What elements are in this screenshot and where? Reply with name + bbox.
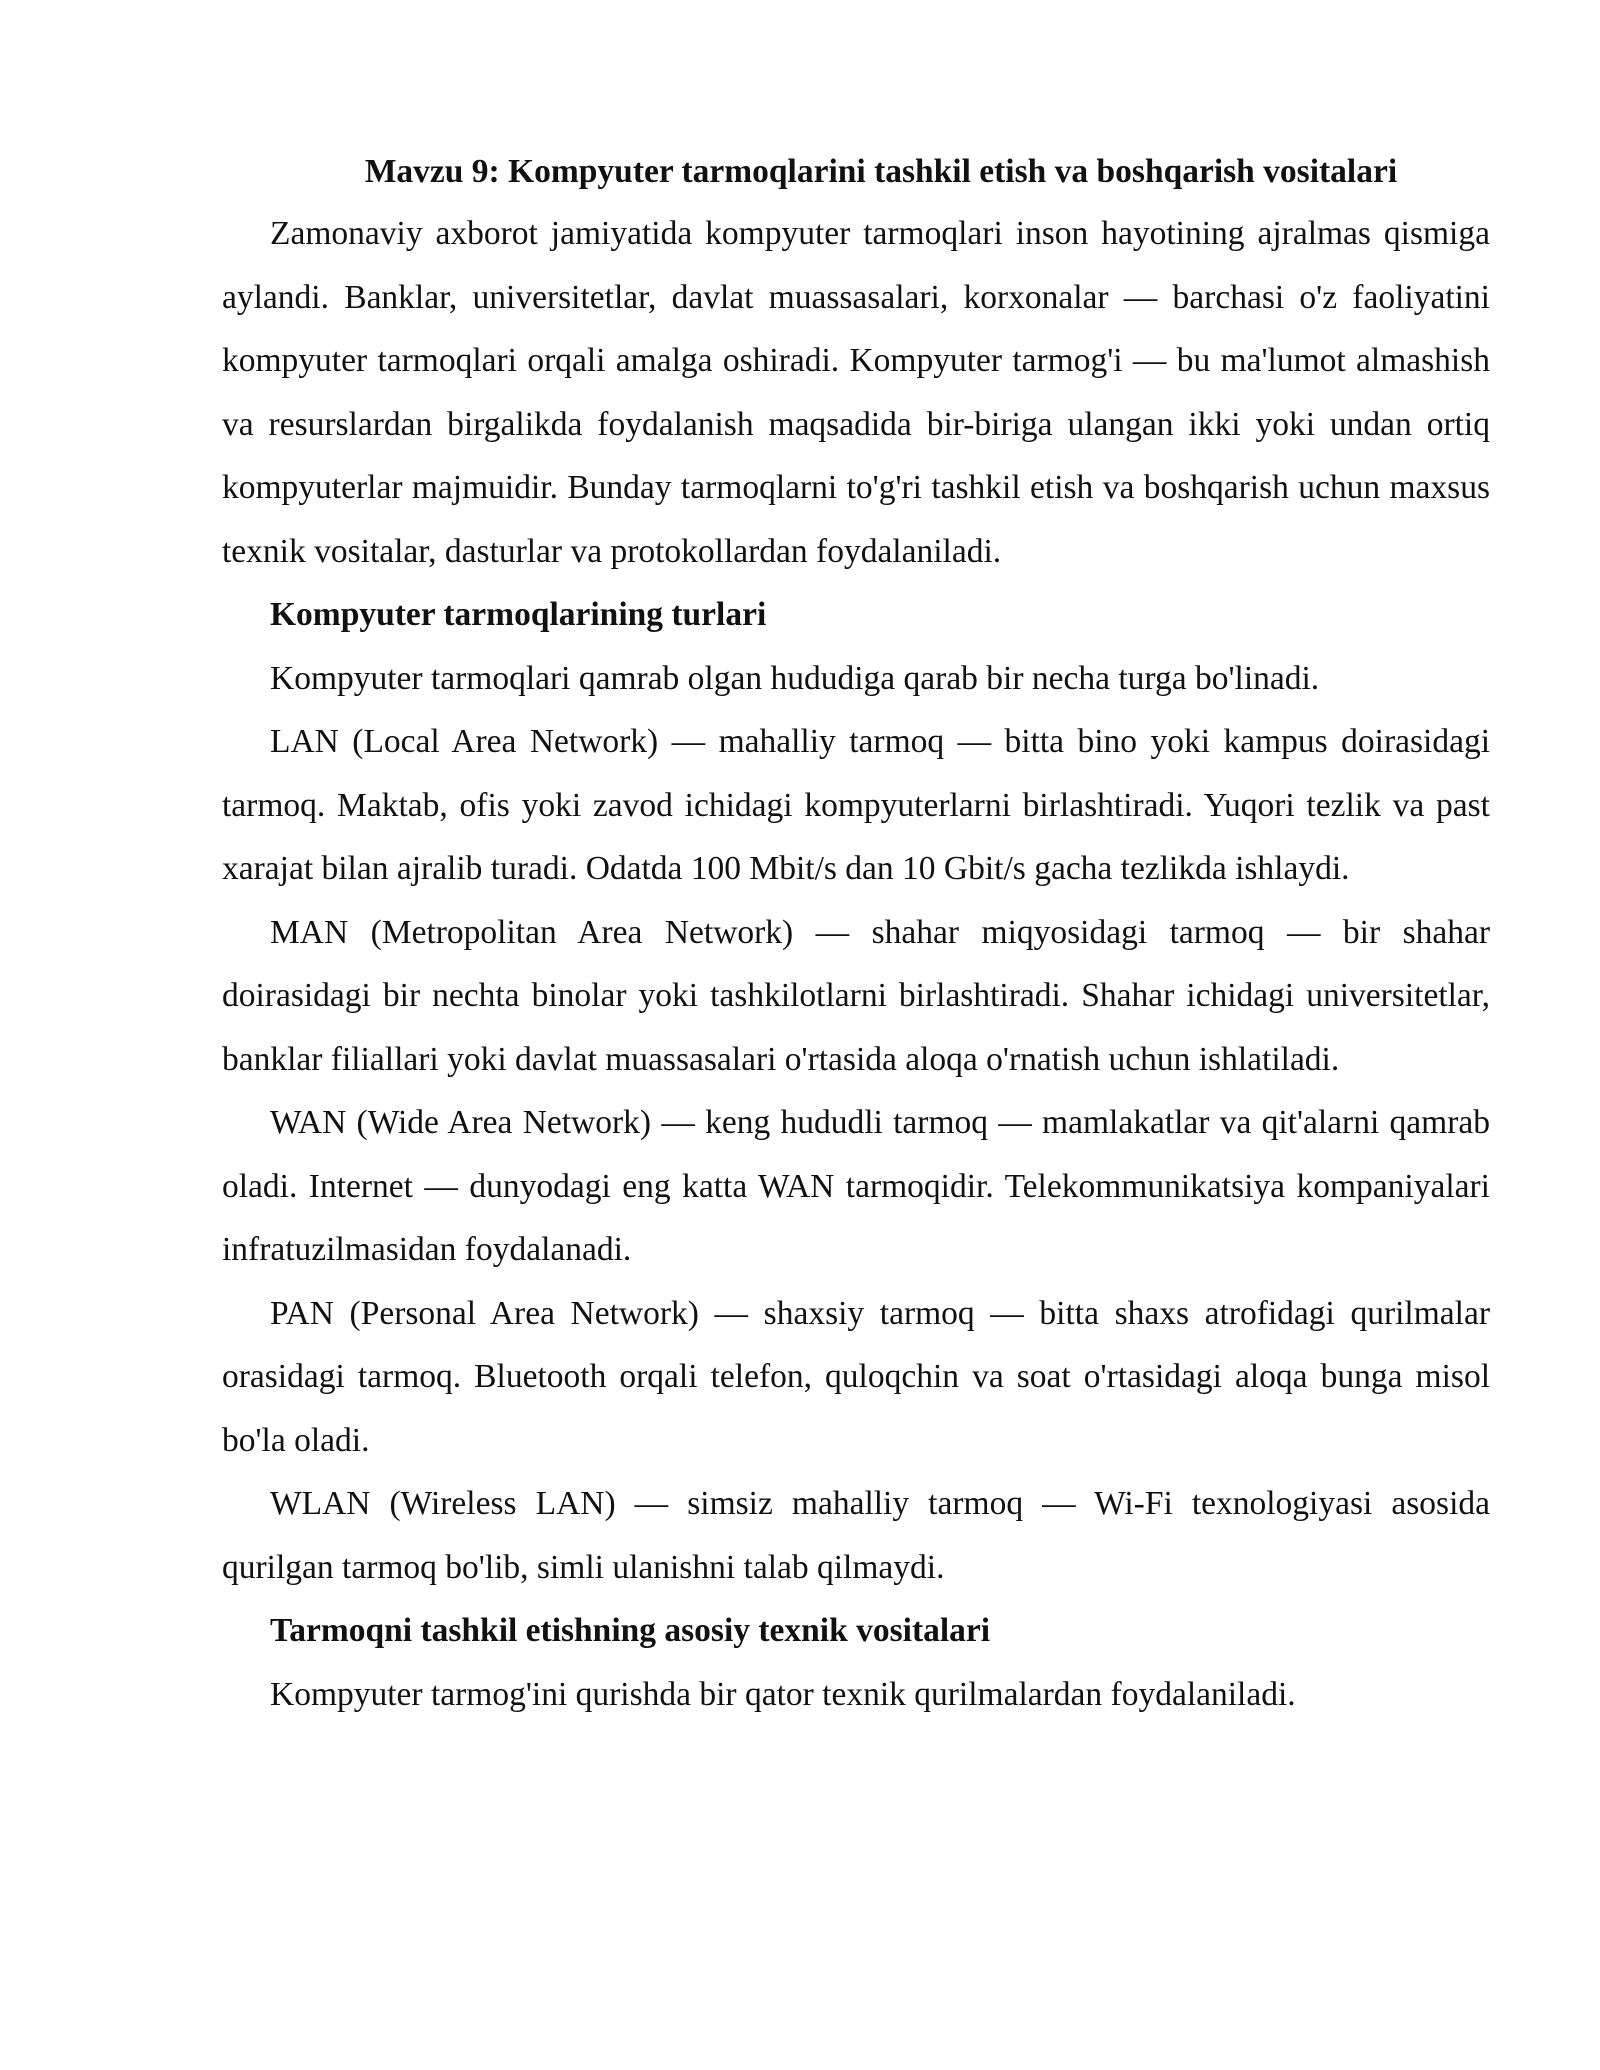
document-title: Mavzu 9: Kompyuter tarmoqlarini tashkil etish va boshqarish vositalari xyxy=(364,153,1398,190)
pan-paragraph: PAN (Personal Area Network) — shaxsiy tarmoq — bitta shaxs atrofidagi qurilmalar orasidagi tarmoq. Bluetooth orqali telefon, quloqchin va soat o'rtasidagi aloqa bunga misol bo'la oladi. xyxy=(222,1294,1490,1459)
technical-tools-intro-paragraph: Kompyuter tarmog'ini qurishda bir qator texnik qurilmalardan foydalaniladi. xyxy=(270,1675,1296,1713)
wlan-paragraph: WLAN (Wireless LAN) — simsiz mahalliy tarmoq — Wi-Fi texnologiyasi asosida qurilgan tarmoq bo'lib, simli ulanishni talab qilmaydi. xyxy=(222,1485,1490,1586)
section-heading-network-types: Kompyuter tarmoqlarining turlari xyxy=(270,596,767,633)
section-heading-technical-tools: Tarmoqni tashkil etishning asosiy texnik vositalari xyxy=(270,1612,991,1649)
network-types-intro-paragraph: Kompyuter tarmoqlari qamrab olgan hududiga qarab bir necha turga bo'linadi. xyxy=(270,659,1320,697)
man-paragraph: MAN (Metropolitan Area Network) — shahar miqyosidagi tarmoq — bir shahar doirasidagi bir nechta binolar yoki tashkilotlarni birlashtiradi. Shahar ichidagi universitetlar, banklar filiallari yoki davlat muassasalari o'rtasida aloqa o'rnatish uchun ishlatiladi. xyxy=(222,913,1490,1078)
document-body xyxy=(222,142,1490,1726)
lan-paragraph: LAN (Local Area Network) — mahalliy tarmoq — bitta bino yoki kampus doirasidagi tarmoq. Maktab, ofis yoki zavod ichidagi kompyuterlarni birlashtiradi. Yuqori tezlik va past xarajat bilan ajralib turadi. Odatda 100 Mbit/s dan 10 Gbit/s gacha tezlikda ishlaydi. xyxy=(222,723,1490,887)
intro-paragraph: Zamonaviy axborot jamiyatida kompyuter tarmoqlari inson hayotining ajralmas qismiga aylandi. Banklar, universitetlar, davlat muassasalari, korxonalar — barchasi o'z faoliyatini kompyuter tarmoqlari orqali amalga oshiradi. Kompyuter tarmog'i — bu ma'lumot almashish va resurslardan birgalikda foydalanish maqsadida bir-biriga ulangan ikki yoki undan ortiq kompyuterlar majmuidir. Bunday tarmoqlarni to'g'ri tashkil etish va boshqarish uchun maxsus texnik vositalar, dasturlar va protokollardan foydalaniladi. xyxy=(222,215,1490,570)
wan-paragraph: WAN (Wide Area Network) — keng hududli tarmoq — mamlakatlar va qit'alarni qamrab oladi. Internet — dunyodagi eng katta WAN tarmoqidir. Telekommunikatsiya kompaniyalari infratuzilmasidan foydalanadi. xyxy=(222,1104,1490,1268)
